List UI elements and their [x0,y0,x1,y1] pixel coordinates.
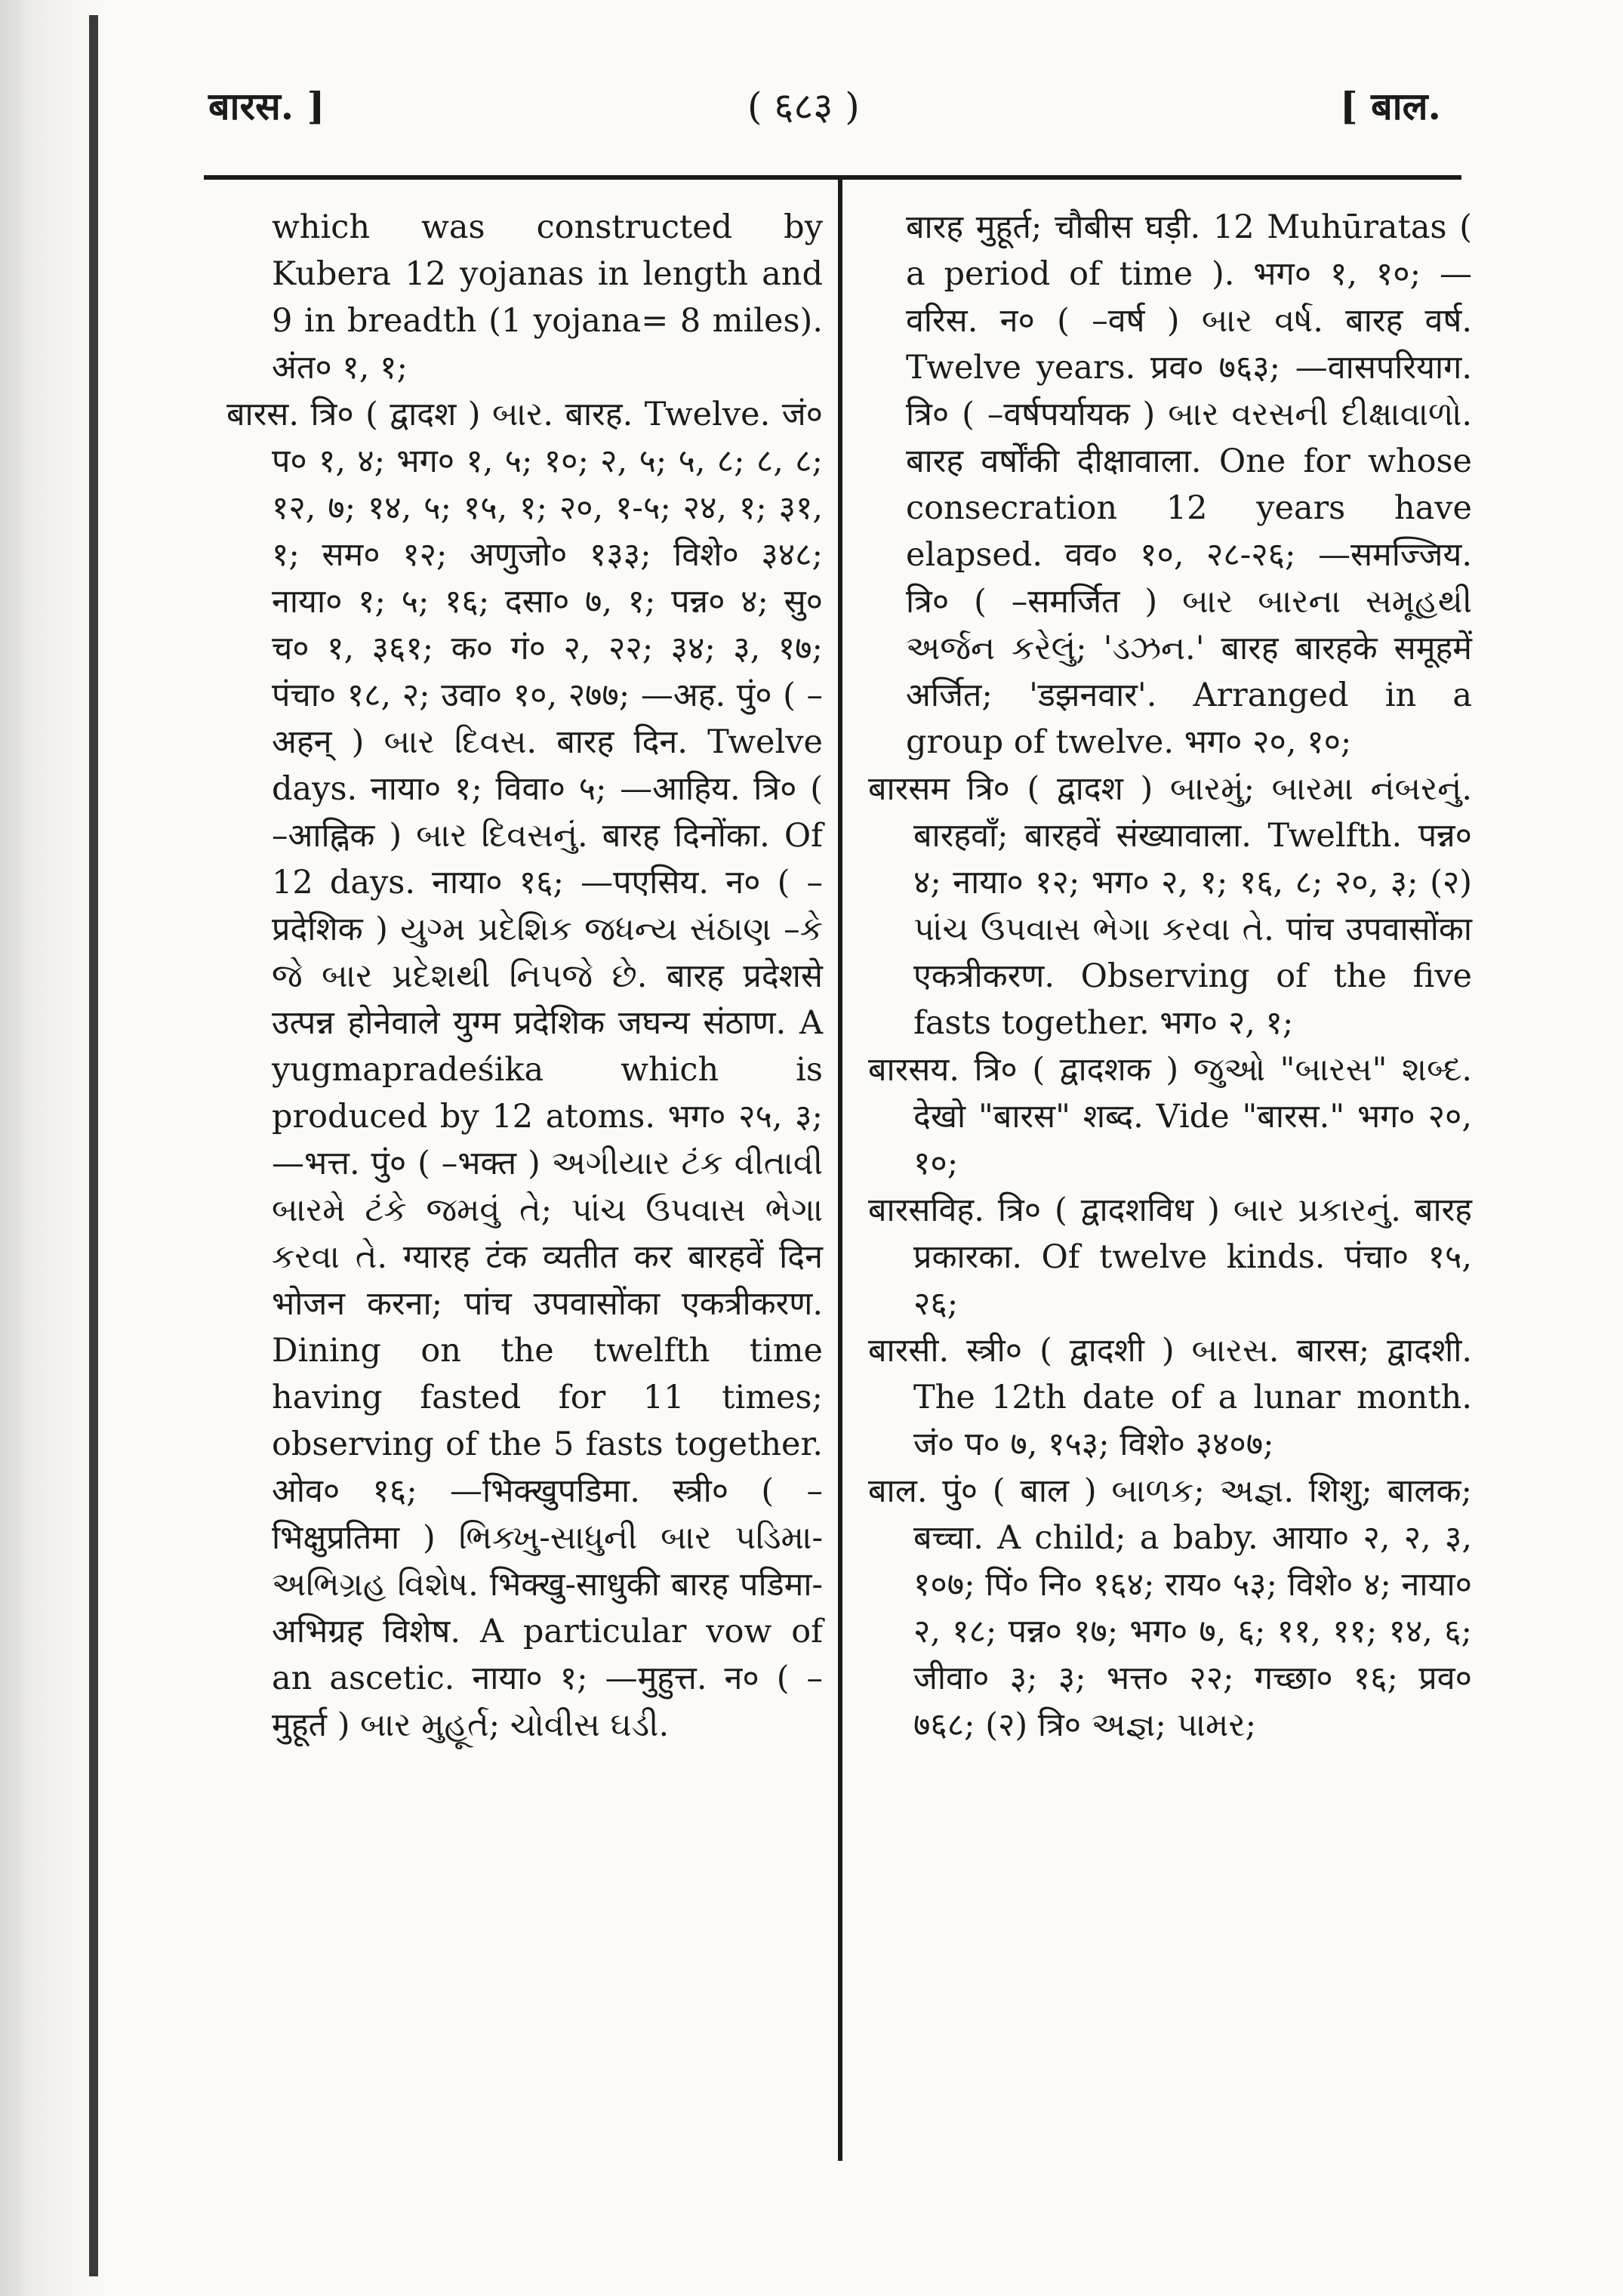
dictionary-entry-continued: बारह मुहूर्त; चौबीस घड़ी. 12 Muhūratas ( a period of time ). भग० १, १०; —वरिस. न० ( –वर्ष ) બાર વર્ષ. बारह वर्ष. Twelve years. प्रव० ७६३; —वासपरियाग. त्रि० ( –वर्षपर्यायक ) બાર વરસની દીક્ષાવાળો. बारह वर्षोंकी दीक्षावाला. One for whose consecration 12 years have elapsed. वव० १०, २८-२६; —समज्जिय. त्रि० ( –समर्जित ) બાર બારના સમૂહથી અર્જન કરેલું; 'ડઝન.' बारह बारहके समूहमें अर्जित; 'डझनवार'. Arranged in a group of twelve. भग० २०, १०; [906,208,1472,761]
page-spine-line [89,15,98,2276]
dictionary-entry-barasi: बारसी. स्त्री० ( द्वादशी ) બારસ. बारस; द्वादशी. The 12th date of a lunar month. जं० प० ७, १५३; विशे० ३४०७; [868,1332,1472,1463]
page-number: ( ६८३ ) [747,85,860,128]
left-column [226,204,823,1749]
dictionary-entry-barasavih: बारसविह. त्रि० ( द्वादशविध ) બાર પ્રકારનું. बारह प्रकारका. Of twelve kinds. पंचा० १५, २६; [868,1191,1472,1323]
dictionary-entry-barasay: बारसय. त्रि० ( द्वादशक ) જુઓ "બારસ" શબ્દ. देखो "बारस" शब्द. Vide "बारस." भग० २०, १०; [868,1051,1472,1182]
dictionary-entry-bal: बाल. पुं० ( बाल ) બાળક; અજ્ઞ. शिशु; बालक; बच्चा. A child; a baby. आया० २, २, ३, १०७; पिं० नि० १६४; राय० ५३; विशे० ४; नाया० २, १८; पन्न० १७; भग० ७, ६; ११, ११; १४, ६; जीवा० ३; ३; भत्त० २२; गच्छा० १६; प्रव० ७६८; (२) त्रि० અજ્ઞ; પામર; [868,1472,1472,1744]
column-divider [838,175,842,2161]
header-rule [204,175,1461,180]
dictionary-entry-baras: बारस. त्रि० ( द्वादश ) બાર. बारह. Twelve. जं० प० १, ४; भग० १, ५; १०; २, ५; ५, ८; ८, ८; १२, ७; १४, ५; १५, १; २०, १-५; २४, १; ३१, १; सम० १२; अणुजो० १३३; विशे० ३४८; नाया० १; ५; १६; दसा० ७, १; पन्न० ४; सु० च० १, ३६१; क० गं० २, २२; ३४; ३, १७; पंचा० १८, २; उवा० १०, २७७; —अह. पुं० ( –अहन् ) બાર દિવસ. बारह दिन. Twelve days. नाया० १; विवा० ५; —आहिय. त्रि० ( –आह्निक ) બાર દિવસનું. बारह दिनोंका. Of 12 days. नाया० १६; —पएसिय. न० ( –प्रदेशिक ) યુગ્મ પ્રદેશિક જધન્ય સંઠાણ –કે જે બાર પ્રદેશથી નિપજે છે. बारह प्रदेशसे उत्पन्न होनेवाले युग्म प्रदेशिक जघन्य संठाण. A yugmapradeśika which is produced by 12 atoms. भग० २५, ३; —भत्त. पुं० ( –भक्त ) અગીયાર ટંક વીતાવી બારમે ટંકે જમવું તે; પાંચ ઉપવાસ ભેગા કરવા તે. ग्यारह टंक व्यतीत कर बारहवें दिन भोजन करना; पांच उपवासोंका एकत्रीकरण. Dining on the twelfth time having fasted for 11 times; observing of the 5 fasts together. ओव० १६; —भिक्खुपडिमा. स्त्री० ( –भिक्षुप्रतिमा ) ભિક્ખુ-સાધુની બાર પડિમા-અભિગ્રહ વિશેષ. भिक्खु-साधुकी बारह पडिमा-अभिग्रह विशेष. A particular vow of an ascetic. नाया० १; —मुहुत्त. न० ( –मुहूर्त ) બાર મુહૂર્ત; ચોવીસ ઘડી. [226,396,823,1744]
page-header [0,72,1623,140]
header-last-word: [ बाल. [1340,84,1441,128]
right-column [868,204,1472,1749]
dictionary-entry-barasam: बारसम त्रि० ( द्वादश ) બારમું; બારમા નંબરનું. बारहवाँ; बारहवें संख्यावाला. Twelfth. पन्न० ४; नाया० १२; भग० २, १; १६, ८; २०, ३; (२) પાંચ ઉપવાસ ભેગા કરવા તે. पांच उपवासोंका एकत्रीकरण. Observing of the five fasts together. भग० २, १; [868,770,1472,1042]
dictionary-entry-continued: which was constructed by Kubera 12 yojanas in length and 9 in breadth (1 yojana= 8 miles). अंत० १, १; [272,208,823,387]
header-first-word: बारस. ] [208,84,325,128]
